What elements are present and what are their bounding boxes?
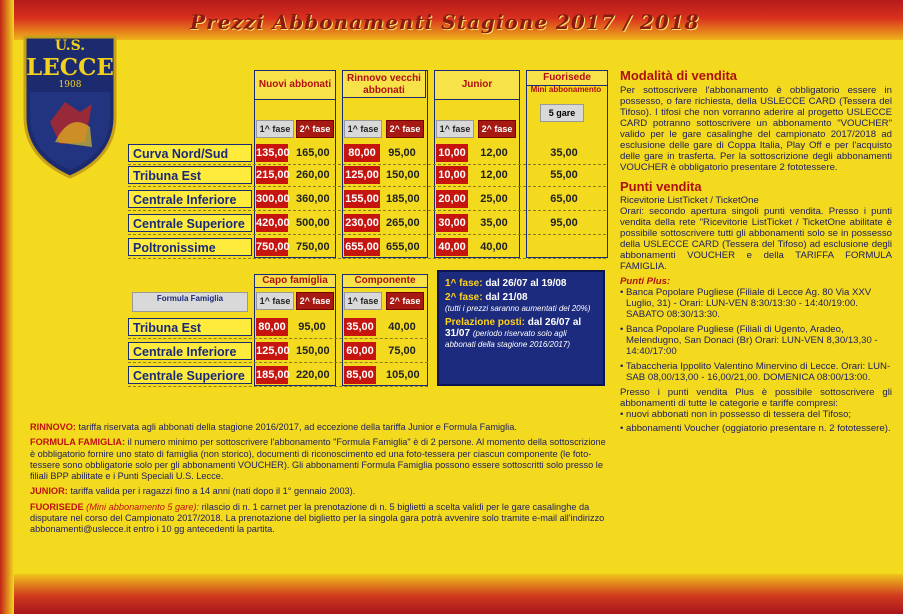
price-cell: 135,00 (256, 144, 288, 162)
logo-year-text: 1908 (58, 80, 82, 90)
punti-plus-item: • Banca Popolare Pugliese (Filiale di Lecce Ag. 80 Via XXV Luglio, 31) - Orari: LUN-VEN 8:30/13:30 - 14:40/19:00. SABATO 08:30/13:30. (620, 287, 872, 320)
row-label: Centrale Inferiore (128, 342, 252, 360)
price-cell: 55,00 (550, 169, 578, 181)
note-fuorisede-key: FUORISEDE (30, 501, 84, 512)
price-cell: 150,00 (386, 169, 420, 181)
price-cell: 105,00 (386, 369, 420, 381)
punti-plus-item: • Banca Popolare Pugliese (Filiali di Ugento, Aradeo, Melendugno, San Donaci (Br) Orari: LUN-VEN 8,30/13,30 - 14:40/17:00 (620, 324, 878, 357)
row-divider (128, 164, 606, 165)
dates-box (437, 270, 605, 386)
punti-plus-title: Punti Plus: (620, 276, 671, 287)
page-title: Prezzi Abbonamenti Stagione 2017 / 2018 (190, 10, 700, 34)
phase1-junior: 1^ fase (436, 120, 474, 138)
price-cell: 40,00 (436, 238, 468, 256)
price-cell: 35,00 (344, 318, 376, 336)
punti-plus-list (620, 287, 892, 383)
note-famiglia-text: il numero minimo per sottoscrivere l'abbonamento "Formula Famiglia" è di 2 persone. Al momento della sottoscrizione è obbligatorio fornire uno stato di famiglia (non storico), documenti di riconoscimento ed una foto-tessera per ciascun componente (le foto-tessere sono obbligatorie solo per gli abbonamenti VOUCHER). Gli abbonamenti Formula Famiglia possono essere sottoscritti solo presso le filiali BPP abilitate e i Punti Speciali U.S. Lecce. (30, 437, 606, 482)
mini-5-gare: 5 gare (540, 104, 584, 122)
price-cell: 35,00 (550, 147, 578, 159)
price-cell: 60,00 (344, 342, 376, 360)
us-lecce-logo (20, 32, 120, 182)
phase2-junior: 2^ fase (478, 120, 516, 138)
price-cell: 12,00 (480, 169, 508, 181)
punti-plus-includes (620, 409, 892, 434)
price-cell: 95,00 (550, 217, 578, 229)
price-cell: 10,00 (436, 144, 468, 162)
punti-plus-item: • Tabaccheria Ippolito Valentino Minervino di Lecce. Orari: LUN-SAB 08,00/13,00 - 16,00/21,00. DOMENICA 08:00/13:00. (620, 361, 891, 383)
note-rinnovo-key: RINNOVO: (30, 422, 76, 432)
header-junior: Junior (434, 70, 520, 100)
row-label: Centrale Inferiore (128, 190, 252, 208)
price-cell: 155,00 (344, 190, 380, 208)
price-cell: 35,00 (480, 217, 508, 229)
punti-plus-text: Presso i punti vendita Plus è possibile sottoscrivere gli abbonamenti di tutte le categorie e tariffe compresi: (620, 387, 892, 409)
price-cell: 40,00 (480, 241, 508, 253)
phase2-nuovi: 2^ fase (296, 120, 334, 138)
phase2-note: (tutti i prezzi saranno aumentati del 20%) (445, 304, 591, 313)
row-divider (128, 338, 428, 339)
price-cell: 655,00 (386, 241, 420, 253)
row-divider (128, 186, 606, 187)
punti-vendita-title: Punti vendita (620, 179, 702, 194)
phase2-dates: dal 21/08 (485, 292, 528, 303)
price-cell: 10,00 (436, 166, 468, 184)
price-cell: 12,00 (480, 147, 508, 159)
price-cell: 75,00 (388, 345, 416, 357)
phase1-componente: 1^ fase (344, 292, 382, 310)
note-rinnovo-text: tariffa riservata agli abbonati della stagione 2016/2017, ad eccezione della tariffa Junior e Formula Famiglia. (78, 422, 517, 432)
phase1-dates: dal 26/07 al 19/08 (485, 278, 567, 289)
logo-us-text: U.S. (54, 38, 86, 54)
price-cell: 215,00 (256, 166, 288, 184)
price-cell: 95,00 (388, 147, 416, 159)
right-column (620, 70, 892, 434)
row-divider (128, 386, 428, 387)
header-componente: Componente (342, 274, 428, 288)
price-cell: 230,00 (344, 214, 380, 232)
left-band (0, 0, 14, 614)
phase1-capo: 1^ fase (256, 292, 294, 310)
price-cell: 20,00 (436, 190, 468, 208)
price-cell: 185,00 (256, 366, 288, 384)
price-cell: 300,00 (256, 190, 288, 208)
prelazione-note: (periodo riservato solo agli abbonati della stagione 2016/2017) (445, 329, 570, 349)
note-junior-text: tariffa valida per i ragazzi fino a 14 anni (nati dopo il 1° gennaio 2003). (70, 486, 356, 497)
prelazione-label: Prelazione posti: (445, 317, 526, 328)
price-cell: 125,00 (344, 166, 380, 184)
includes-item: • nuovi abbonati non in possesso di tessera del Tifoso; (620, 409, 852, 420)
note-junior-key: JUNIOR: (30, 486, 68, 497)
row-divider (128, 210, 606, 211)
price-cell: 750,00 (296, 241, 330, 253)
note-fuorisede-text: rilascio di n. 1 carnet per la prenotazione di n. 5 biglietti a scelta validi per le gare casalinghe da disputare nel corso del Campionato 2017/2018. La prenotazione del biglietto per la singola gara potrà avvenire solo tramite e-mail all'indirizzo abbonamenti@uslecce.it entro i 10 gg antecedenti la partita. (30, 501, 605, 535)
price-cell: 750,00 (256, 238, 288, 256)
phase2-capo: 2^ fase (296, 292, 334, 310)
header-fuorisede: Fuorisede (526, 70, 608, 86)
row-label: Centrale Superiore (128, 366, 252, 384)
punti-vendita-sub: Ricevitorie ListTicket / TicketOne (620, 195, 759, 206)
formula-famiglia-label: Formula Famiglia (132, 292, 248, 312)
price-cell: 85,00 (344, 366, 376, 384)
price-cell: 80,00 (344, 144, 380, 162)
price-cell: 125,00 (256, 342, 288, 360)
footer-band (0, 574, 903, 614)
note-famiglia-key: FORMULA FAMIGLIA: (30, 437, 126, 448)
phase1-dates-label: 1^ fase: (445, 278, 483, 289)
price-cell: 265,00 (386, 217, 420, 229)
phase2-dates-label: 2^ fase: (445, 292, 483, 303)
price-cell: 420,00 (256, 214, 288, 232)
price-cell: 260,00 (296, 169, 330, 181)
logo-lecce-text: LECCE (26, 54, 114, 81)
header-capo-famiglia: Capo famiglia (254, 274, 336, 288)
price-cell: 80,00 (256, 318, 288, 336)
price-cell: 65,00 (550, 193, 578, 205)
punti-vendita-text: Orari: secondo apertura singoli punti vendita. Presso i punti vendita della rete "Ricevitorie ListTicket / TicketOne abilitate è possibile sottoscrivere tutti gli abbonamenti solo se in possesso della USLECCE CARD (Tessera del Tifoso) ad esclusione degli abbonamenti VOUCHER e della TARIFFA FORMULA FAMIGLIA. (620, 206, 892, 272)
phase1-nuovi: 1^ fase (256, 120, 294, 138)
phase1-rinnovo: 1^ fase (344, 120, 382, 138)
price-cell: 500,00 (296, 217, 330, 229)
price-cell: 150,00 (296, 345, 330, 357)
row-label: Tribuna Est (128, 166, 252, 184)
header-rinnovo: Rinnovo vecchi abbonati (342, 70, 426, 98)
prelazione-dates: dal 26/07 al 31/07 (445, 317, 582, 339)
price-cell: 360,00 (296, 193, 330, 205)
includes-item: • abbonamenti Voucher (oggiatorio presentare n. 2 fototessere). (620, 423, 891, 434)
notes-section (30, 422, 608, 540)
phase2-rinnovo: 2^ fase (386, 120, 424, 138)
price-cell: 25,00 (480, 193, 508, 205)
header-nuovi: Nuovi abbonati (254, 70, 336, 100)
row-divider (128, 258, 606, 259)
row-label: Curva Nord/Sud (128, 144, 252, 162)
row-divider (128, 234, 606, 235)
price-cell: 165,00 (296, 147, 330, 159)
row-label: Centrale Superiore (128, 214, 252, 232)
row-label: Tribuna Est (128, 318, 252, 336)
row-label: Poltronissime (128, 238, 252, 256)
row-divider (128, 362, 428, 363)
price-cell: 655,00 (344, 238, 380, 256)
price-cell: 30,00 (436, 214, 468, 232)
header-fuorisede-sub: Mini abbonamento (530, 85, 602, 94)
price-cell: 95,00 (298, 321, 326, 333)
note-fuorisede-sub: (Mini abbonamento 5 gare): (86, 501, 200, 512)
price-cell: 40,00 (388, 321, 416, 333)
modalita-title: Modalità di vendita (620, 68, 738, 83)
phase2-componente: 2^ fase (386, 292, 424, 310)
price-cell: 185,00 (386, 193, 420, 205)
price-cell: 220,00 (296, 369, 330, 381)
price-cell (548, 238, 580, 256)
modalita-text: Per sottoscrivere l'abbonamento è obbligatorio essere in possesso, o fare richiesta, della USLECCE CARD (Tessera del Tifoso). I tifosi che non vorranno aderire al progetto USLECCE CARD potranno sottoscrivere un abbonamento "VOUCHER" valido per le gare casalinghe del campionato 2017/2018 ad esclusione delle gare di Coppa Italia, Play Off e per l'acquisto delle gare in trasferta. Per la sottoscrizione degli abbonamenti VOUCHER è obbligatorio presentare 2 fototessere. (620, 85, 892, 173)
